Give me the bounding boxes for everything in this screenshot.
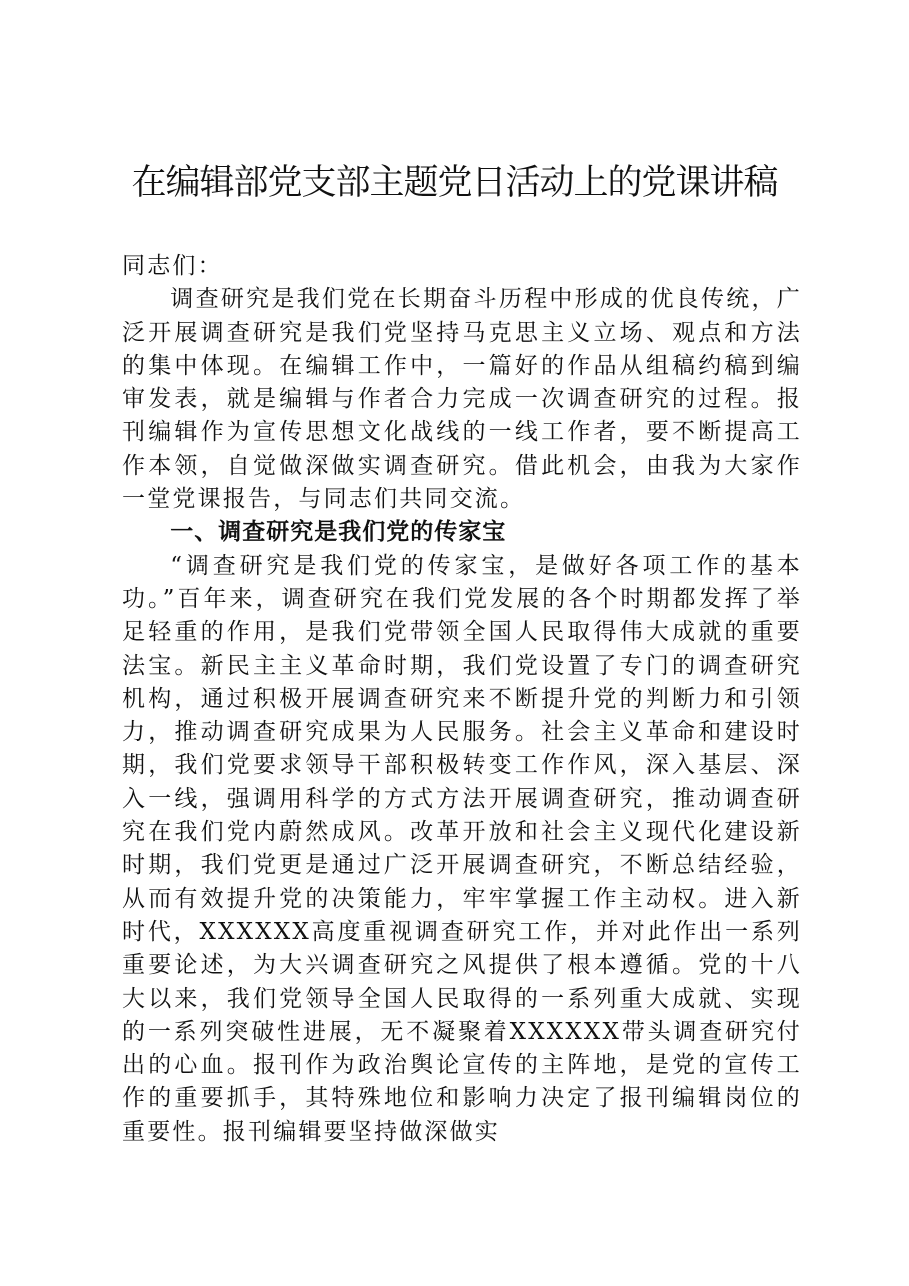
section-paragraph: “调查研究是我们党的传家宝，是做好各项工作的基本功。”百年来，调查研究在我们党发展的各个时期都发挥了举足轻重的作用，是我们党带领全国人民取得伟大成就的重要法宝。新民主主义革命时期，我们党设置了专门的调查研究机构，通过积极开展调查研究来不断提升党的判断力和引领力，推动调查研究成果为人民服务。社会主义革命和建设时期，我们党要求领导干部积极转变工作作风，深入基层、深入一线，强调用科学的方式方法开展调查研究，推动调查研究在我们党内蔚然成风。改革开放和社会主义现代化建设新时期，我们党更是通过广泛开展调查研究，不断总结经验，从而有效提升党的决策能力，牢牢掌握工作主动权。进入新时代，XXXXXX高度重视调查研究工作，并对此作出一系列重要论述，为大兴调查研究之风提供了根本遵循。党的十八大以来，我们党领导全国人民取得的一系列重大成就、实现的一系列突破性进展，无不凝聚着XXXXXX带头调查研究付出的心血。报刊作为政治舆论宣传的主阵地，是党的宣传工作的重要抓手，其特殊地位和影响力决定了报刊编辑岗位的重要性。报刊编辑要坚持做深做实 (122, 552, 802, 1145)
document-title: 在编辑部党支部主题党日活动上的党课讲稿 (131, 163, 778, 203)
document-body (122, 250, 802, 1149)
salutation: 同志们： (122, 253, 223, 279)
intro-paragraph: 调查研究是我们党在长期奋斗历程中形成的优良传统，广泛开展调查研究是我们党坚持马克思主义立场、观点和方法的集中体现。在编辑工作中，一篇好的作品从组稿约稿到编审发表，就是编辑与作者合力完成一次调查研究的过程。报刊编辑作为宣传思想文化战线的一线工作者，要不断提高工作本领，自觉做深做实调查研究。借此机会，由我为大家作一堂党课报告，与同志们共同交流。 (122, 286, 802, 513)
section-heading: 一、调查研究是我们党的传家宝 (170, 519, 507, 546)
